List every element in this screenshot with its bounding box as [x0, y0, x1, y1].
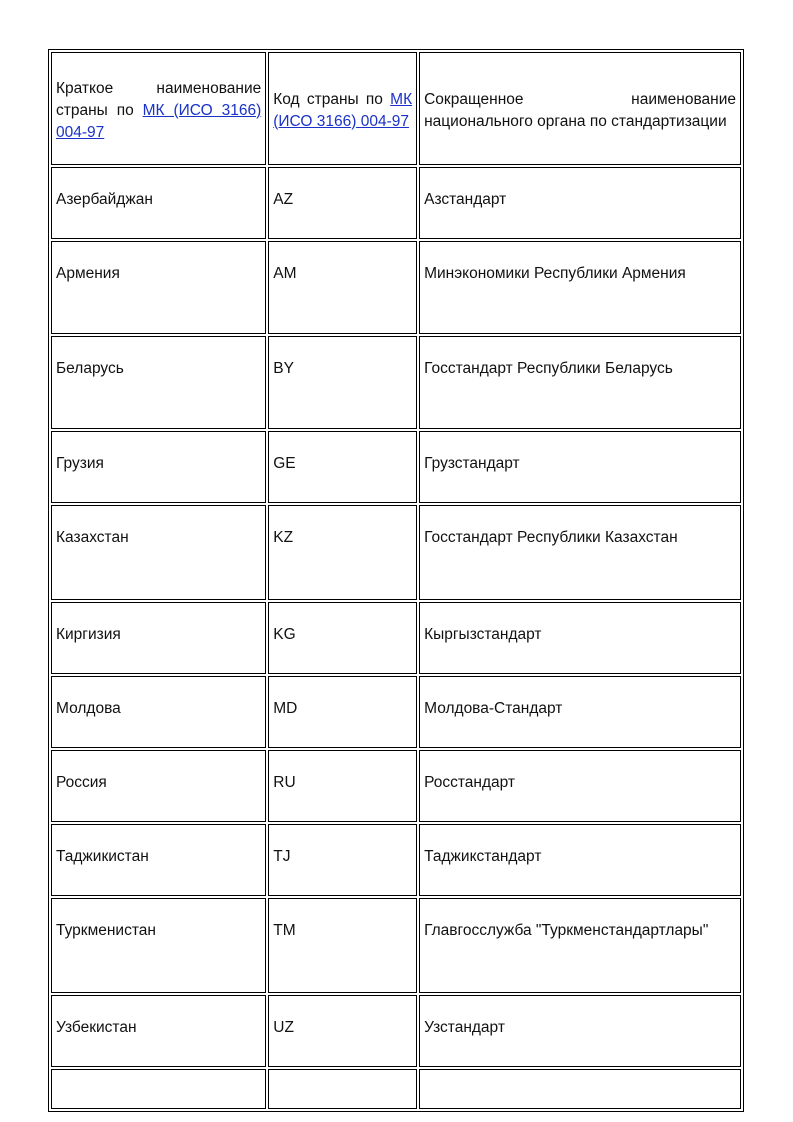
org-cell: Таджикстандарт	[419, 824, 741, 896]
code-cell: UZ	[268, 995, 417, 1067]
country-cell: Беларусь	[51, 336, 266, 429]
table-row	[51, 431, 741, 503]
country-cell: Казахстан	[51, 505, 266, 600]
code-cell: TJ	[268, 824, 417, 896]
country-cell: Узбекистан	[51, 995, 266, 1067]
table-row	[51, 505, 741, 600]
table-header-row	[51, 52, 741, 165]
org-cell: Азстандарт	[419, 167, 741, 239]
country-cell: Туркменистан	[51, 898, 266, 993]
empty-cell	[268, 1069, 417, 1109]
empty-cell	[419, 1069, 741, 1109]
header-standards-body	[419, 52, 741, 165]
country-cell: Молдова	[51, 676, 266, 748]
table-row	[51, 336, 741, 429]
code-cell: GE	[268, 431, 417, 503]
country-cell: Армения	[51, 241, 266, 334]
code-cell: MD	[268, 676, 417, 748]
country-cell: Киргизия	[51, 602, 266, 674]
header-country-name-text: Краткое наименование страны по	[56, 79, 262, 119]
code-cell: RU	[268, 750, 417, 822]
header-country-name	[51, 52, 266, 165]
table-row	[51, 241, 741, 334]
country-cell: Россия	[51, 750, 266, 822]
org-cell: Молдова-Стандарт	[419, 676, 741, 748]
empty-cell	[51, 1069, 266, 1109]
country-cell: Азербайджан	[51, 167, 266, 239]
org-cell: Росстандарт	[419, 750, 741, 822]
table-row	[51, 898, 741, 993]
code-cell: BY	[268, 336, 417, 429]
country-cell: Грузия	[51, 431, 266, 503]
code-cell: AZ	[268, 167, 417, 239]
org-cell: Госстандарт Республики Казахстан	[419, 505, 741, 600]
org-cell: Узстандарт	[419, 995, 741, 1067]
table-row	[51, 676, 741, 748]
org-cell: Кыргызстандарт	[419, 602, 741, 674]
code-cell: KG	[268, 602, 417, 674]
org-cell: Главгосслужба "Туркменстандартлары"	[419, 898, 741, 993]
header-country-code	[268, 52, 417, 165]
org-cell: Грузстандарт	[419, 431, 741, 503]
table-row	[51, 602, 741, 674]
table-row	[51, 995, 741, 1067]
table-row	[51, 167, 741, 239]
mk-iso-3166-link[interactable]: МК (ИСО 3166) 004-97	[56, 101, 262, 141]
org-cell: Минэкономики Республики Армения	[419, 241, 741, 334]
code-cell: KZ	[268, 505, 417, 600]
country-standards-table	[48, 49, 744, 1112]
table-row	[51, 750, 741, 822]
header-country-code-text: Код страны по	[273, 90, 391, 108]
table-row	[51, 824, 741, 896]
mk-iso-3166-link[interactable]: МК (ИСО 3166) 004-97	[273, 90, 413, 130]
code-cell: TM	[268, 898, 417, 993]
code-cell: AM	[268, 241, 417, 334]
table-row-empty	[51, 1069, 741, 1109]
org-cell: Госстандарт Республики Беларусь	[419, 336, 741, 429]
country-cell: Таджикистан	[51, 824, 266, 896]
header-standards-body-text: Сокращенное наименование национального органа по стандартизации	[424, 90, 736, 130]
document-page	[48, 49, 744, 1112]
